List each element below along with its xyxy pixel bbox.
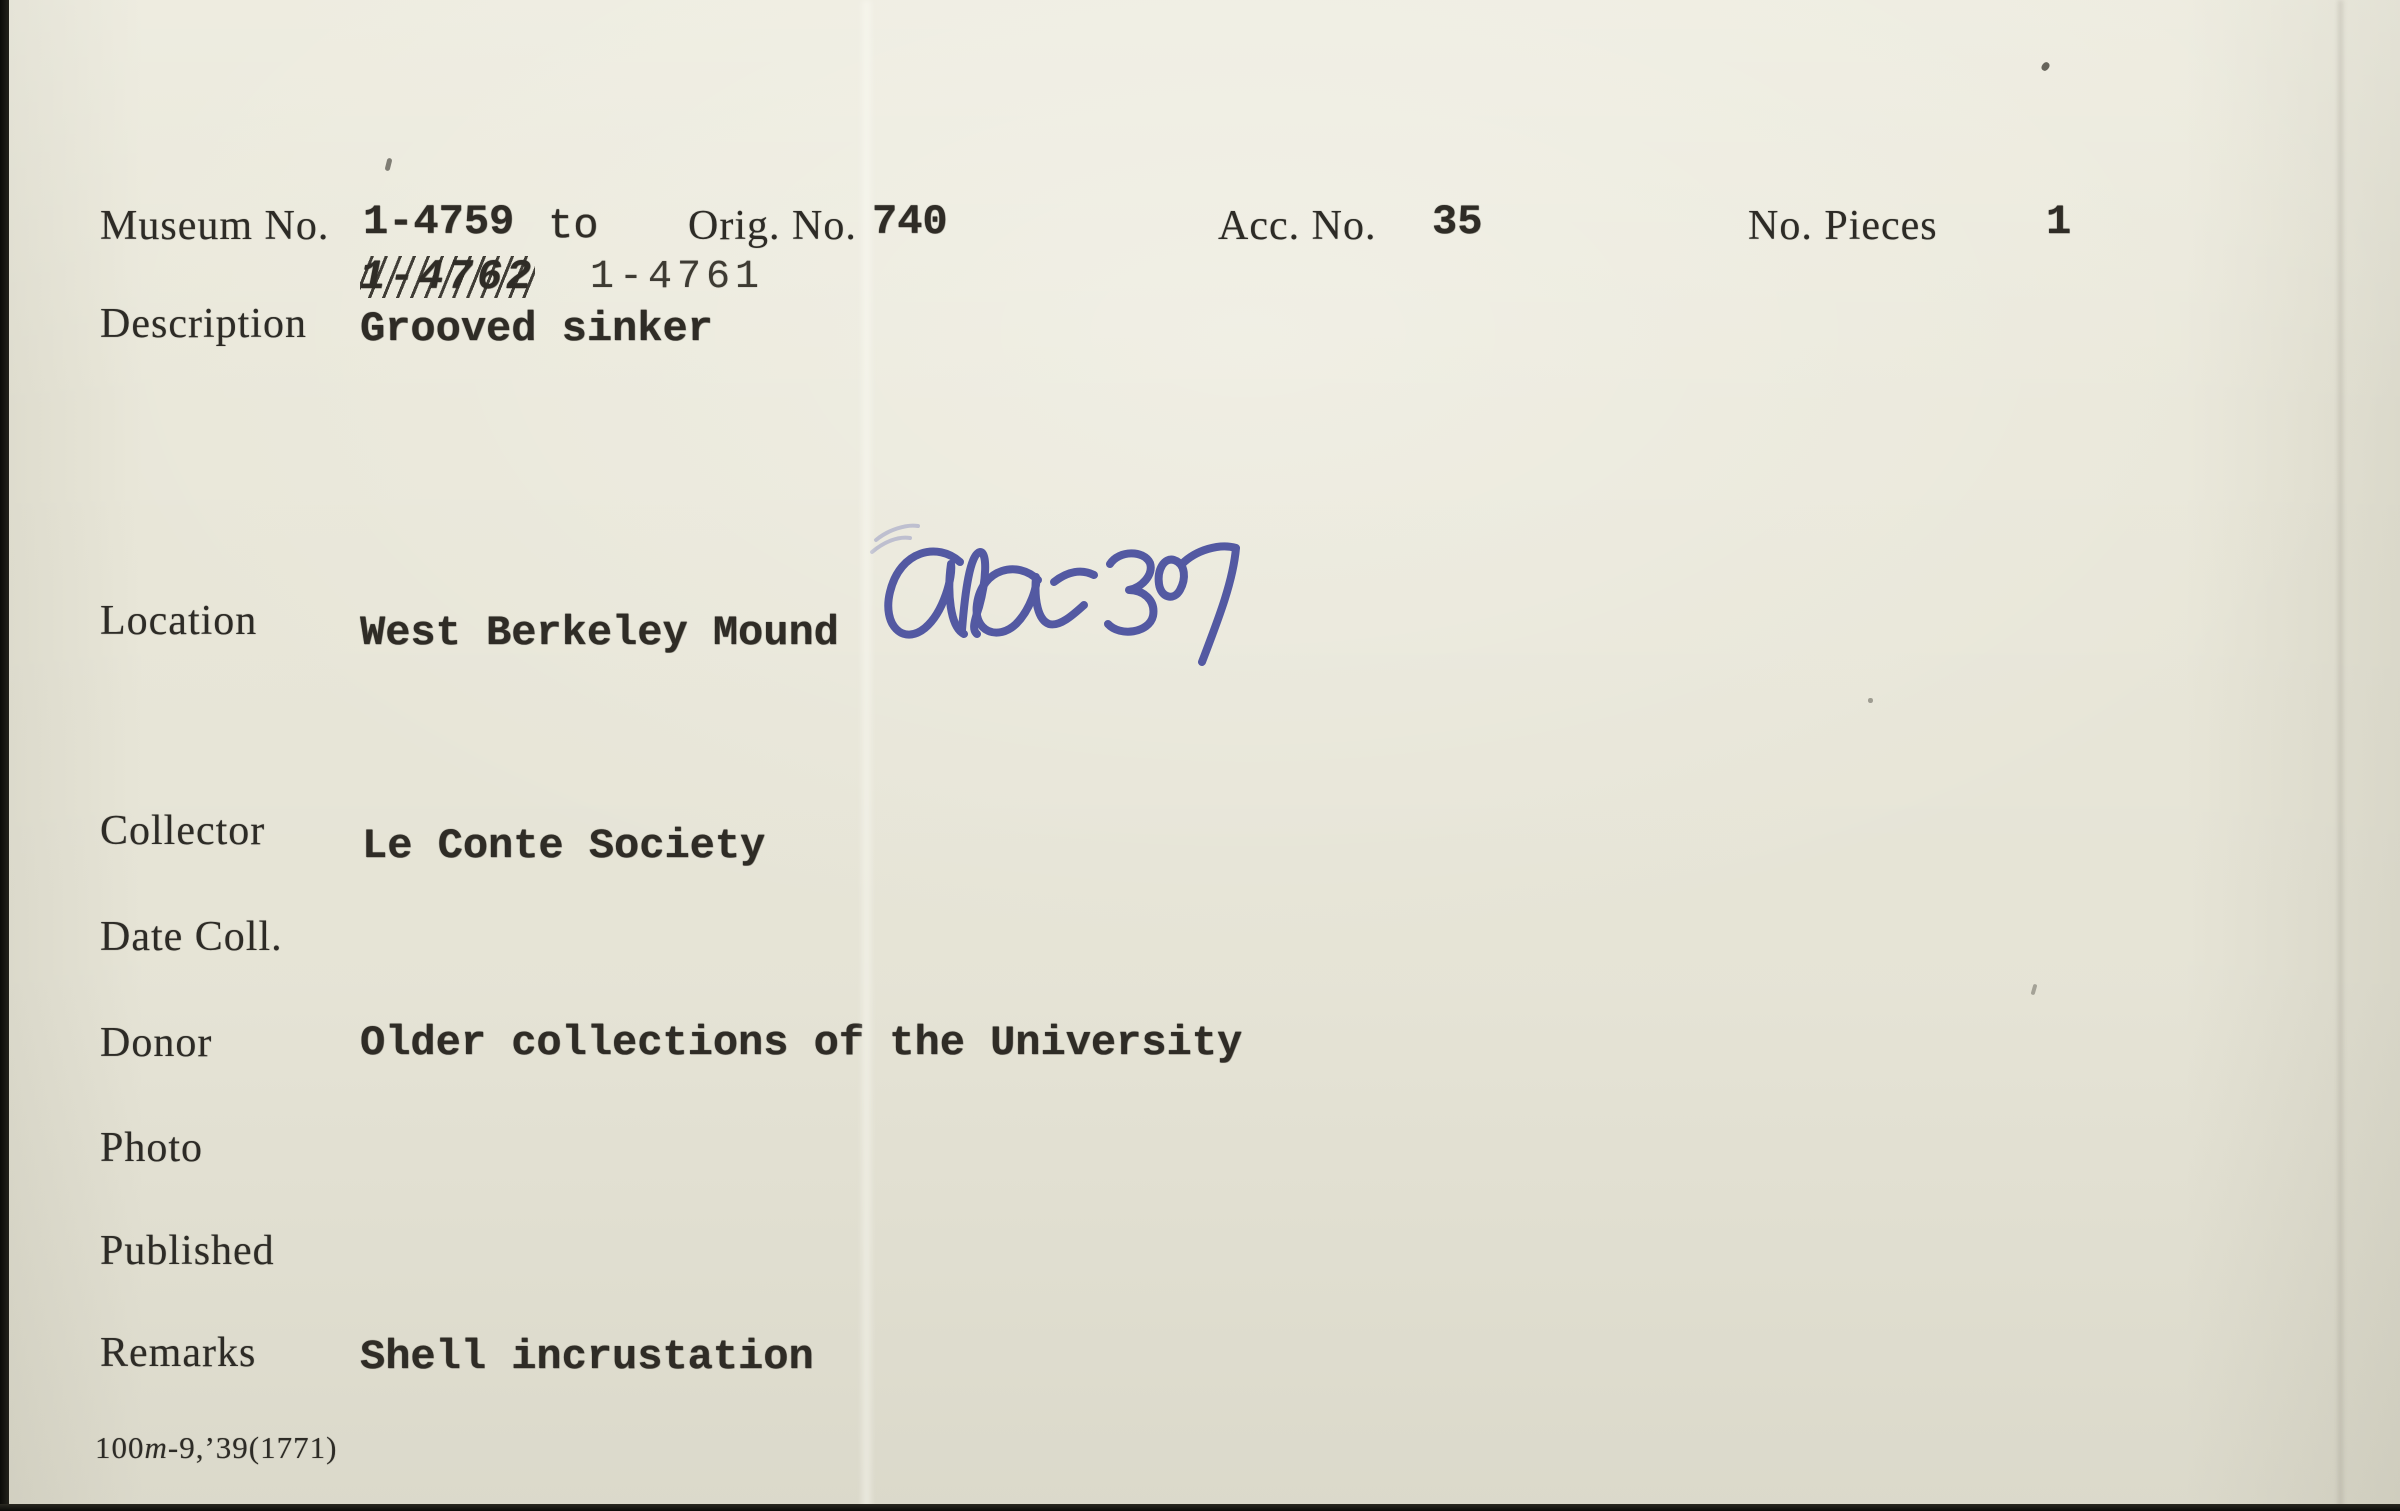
- no-pieces-label: No. Pieces: [1748, 203, 1938, 249]
- acc-no-label: Acc. No.: [1218, 203, 1377, 249]
- no-pieces-value: 1: [2046, 198, 2072, 246]
- collector-label: Collector: [100, 808, 266, 854]
- date-coll-label: Date Coll.: [100, 914, 283, 960]
- donor-label: Donor: [100, 1020, 213, 1066]
- museum-no-label: Museum No.: [100, 203, 330, 249]
- ink-speck: [2031, 984, 2038, 996]
- museum-no-crossed-out-value: 1-4762: [360, 253, 536, 301]
- paper-edge-shading: [2338, 0, 2343, 1511]
- description-label: Description: [100, 301, 307, 347]
- ink-speck: [385, 158, 393, 172]
- form-print-code: [95, 1430, 337, 1466]
- museum-no-value: 1-4759: [363, 198, 515, 246]
- published-label: Published: [100, 1228, 275, 1274]
- form-print-code-part3: -9,’39(1771): [167, 1430, 338, 1465]
- orig-no-value: 740: [872, 198, 948, 246]
- form-print-code-part1: 100: [95, 1430, 145, 1465]
- handwritten-ink-strokes: [858, 512, 1338, 697]
- museum-no-connector: to: [548, 202, 599, 250]
- form-print-code-part2: m: [144, 1430, 168, 1465]
- location-label: Location: [100, 598, 258, 644]
- location-value: West Berkeley Mound: [360, 609, 839, 657]
- museum-no-revised-value: 1-4761: [590, 255, 765, 300]
- paper-seam-highlight: [862, 0, 871, 1511]
- orig-no-label: Orig. No.: [688, 203, 857, 249]
- description-value: Grooved sinker: [360, 305, 713, 353]
- remarks-value: Shell incrustation: [360, 1333, 814, 1381]
- photo-label: Photo: [100, 1125, 204, 1171]
- acc-no-value: 35: [1432, 198, 1483, 246]
- scan-bottom-edge: [0, 1504, 2400, 1511]
- collector-value: Le Conte Society: [362, 822, 766, 870]
- donor-value: Older collections of the University: [360, 1019, 1243, 1067]
- ink-speck: [2040, 61, 2051, 72]
- remarks-label: Remarks: [100, 1330, 257, 1376]
- scan-left-edge: [0, 0, 9, 1511]
- ink-speck: [1868, 698, 1873, 703]
